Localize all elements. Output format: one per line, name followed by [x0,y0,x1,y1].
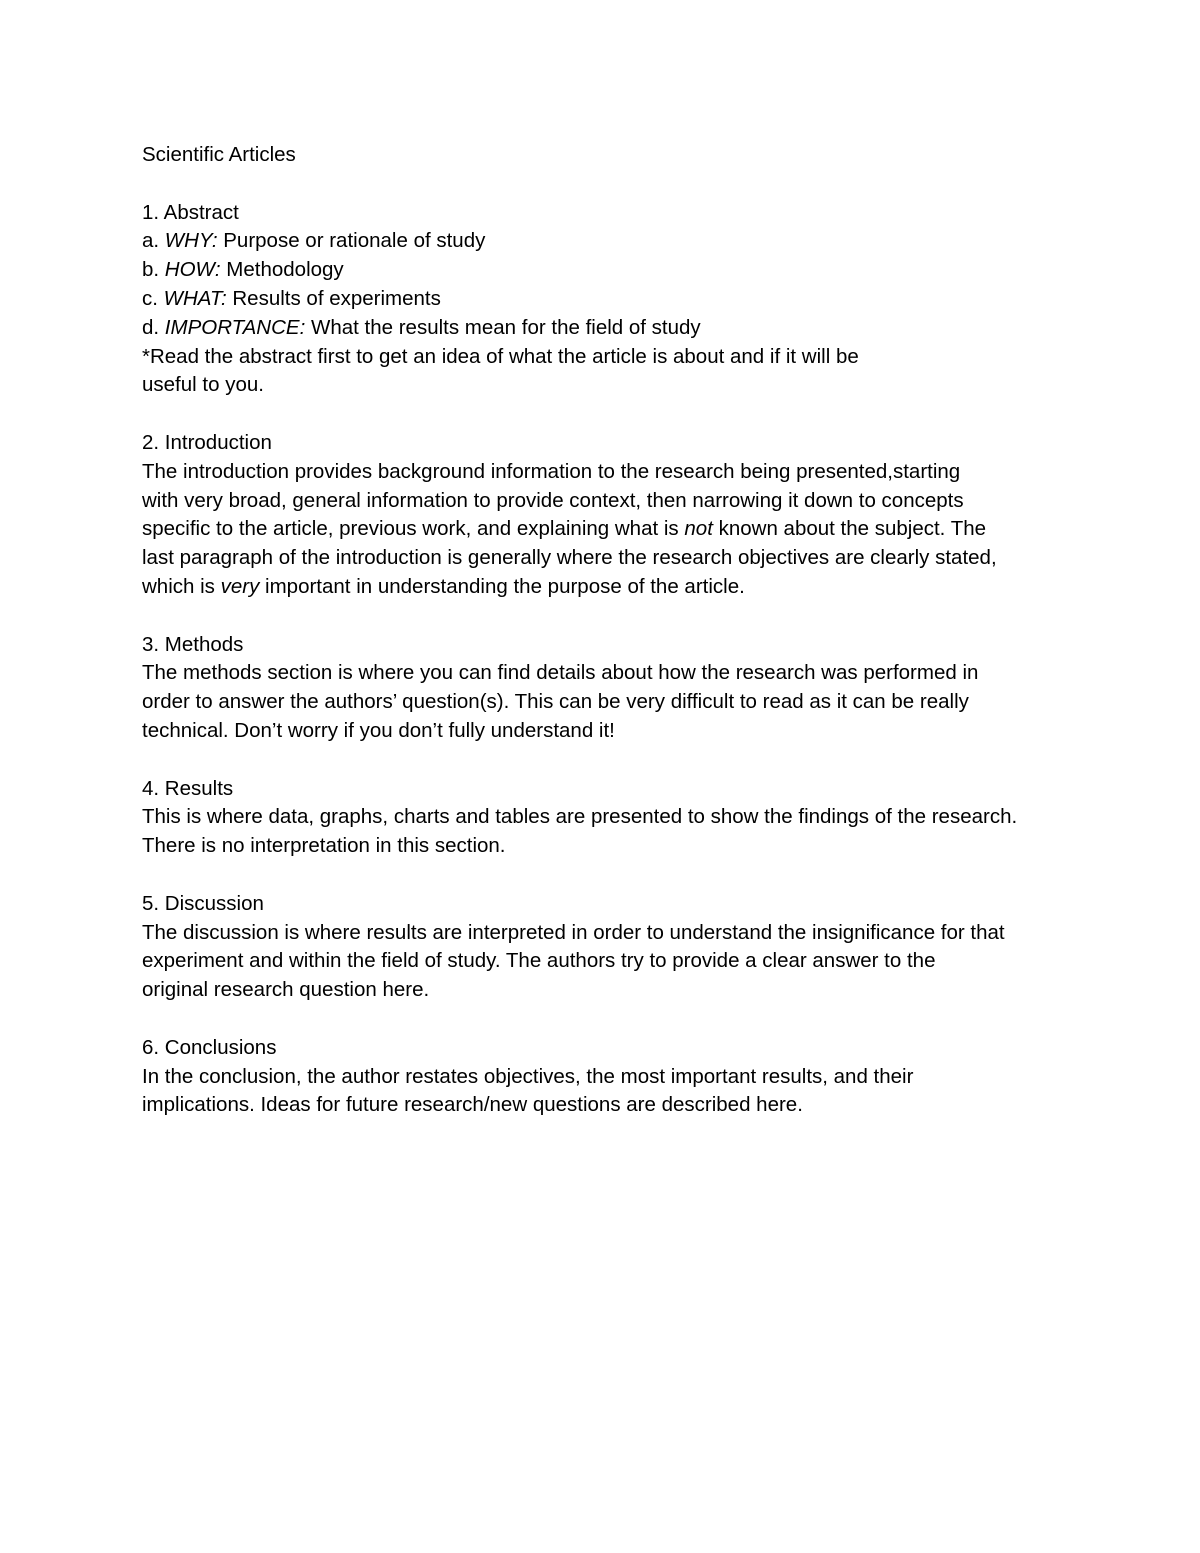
spacer [142,400,1072,429]
text-run: specific to the article, previous work, and explaining what is [142,517,685,541]
conclusions-heading: 6. Conclusions [142,1035,277,1059]
methods-line: order to answer the authors’ question(s). This can be very difficult to read as it can be really [142,690,969,714]
item-label: WHAT: [163,286,227,310]
discussion-line: experiment and within the field of study. The authors try to provide a clear answer to the [142,949,936,973]
discussion-line: original research question here. [142,978,430,1002]
item-label: WHY: [164,229,218,253]
results-line: This is where data, graphs, charts and tables are presented to show the findings of the research. [142,805,1018,829]
abstract-item-importance [142,314,1072,343]
methods-line: The methods section is where you can find details about how the research was performed in [142,661,979,685]
spacer [142,602,1072,631]
text-run: which is [142,574,221,598]
text-run: known about the subject. The [712,517,987,541]
item-prefix: b. [142,258,165,282]
item-label: IMPORTANCE: [164,315,306,339]
item-label: HOW: [164,258,221,282]
item-prefix: a. [142,229,165,253]
item-text: Purpose or rationale of study [217,229,486,253]
item-text: Results of experiments [226,286,441,310]
emphasis-very: very [220,574,260,598]
results-line: There is no interpretation in this section. [142,834,506,858]
introduction-line: with very broad, general information to provide context, then narrowing it down to concepts [142,488,964,512]
conclusions-line: In the conclusion, the author restates objectives, the most important results, and their [142,1064,914,1088]
introduction-line: The introduction provides background information to the research being presented,starting [142,459,961,483]
item-prefix: d. [142,315,165,339]
text-run: important in understanding the purpose of the article. [259,574,745,598]
results-heading: 4. Results [142,776,234,800]
emphasis-not: not [684,517,713,541]
introduction-heading: 2. Introduction [142,430,272,454]
document-body [142,141,1072,1120]
methods-line: technical. Don’t worry if you don’t fully understand it! [142,718,615,742]
introduction-line [142,573,1072,602]
item-text: Methodology [220,258,344,282]
abstract-heading: 1. Abstract [142,200,239,224]
spacer [142,170,1072,199]
spacer [142,1005,1072,1034]
abstract-note-line: *Read the abstract first to get an idea of what the article is about and if it will be [142,344,859,368]
item-prefix: c. [142,286,164,310]
discussion-heading: 5. Discussion [142,891,264,915]
introduction-line: last paragraph of the introduction is generally where the research objectives are clearly stated, [142,546,997,570]
spacer [142,746,1072,775]
methods-heading: 3. Methods [142,632,244,656]
abstract-item-how [142,256,1072,285]
document-title: Scientific Articles [142,143,296,166]
introduction-line [142,515,1072,544]
discussion-line: The discussion is where results are interpreted in order to understand the insignificance for that [142,920,1005,944]
item-text: What the results mean for the field of study [305,315,701,339]
abstract-item-what [142,285,1072,314]
abstract-item-why [142,227,1072,256]
conclusions-line: implications. Ideas for future research/new questions are described here. [142,1093,803,1117]
spacer [142,861,1072,890]
abstract-note-line: useful to you. [142,373,264,397]
